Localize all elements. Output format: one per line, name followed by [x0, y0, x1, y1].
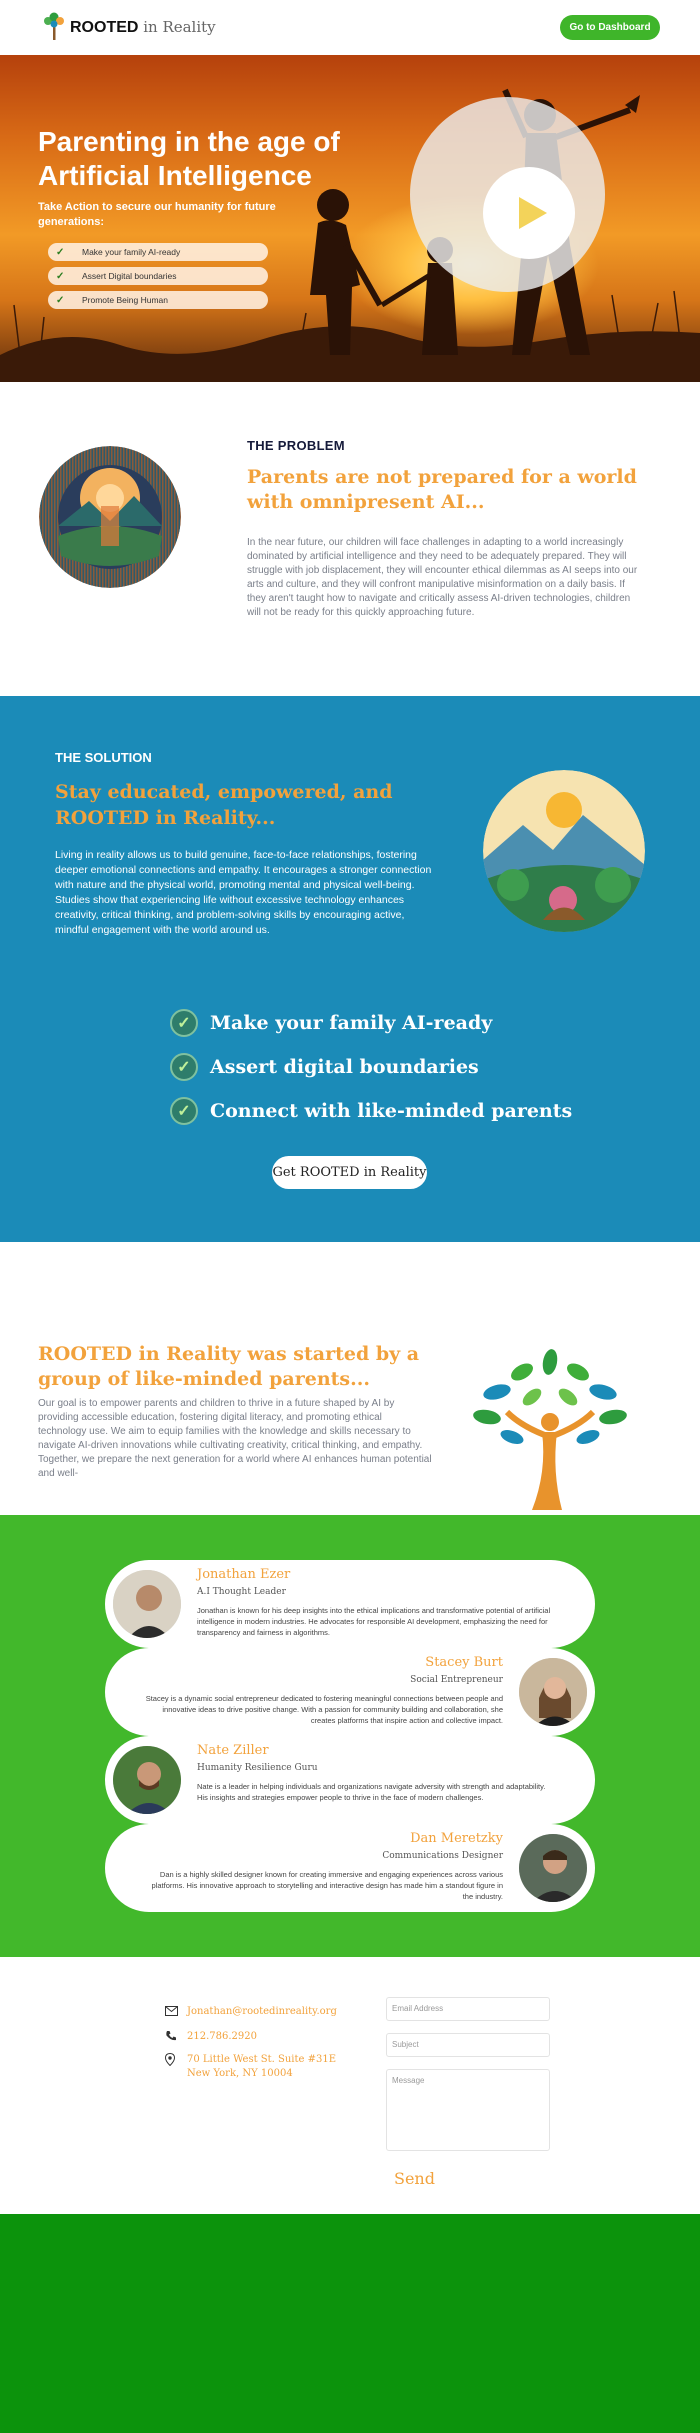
contact-address-text: 70 Little West St. Suite #31E New York, NY 10004: [187, 2054, 337, 2079]
email-field[interactable]: Email Address: [386, 1997, 550, 2021]
team-member-role: Communications Designer: [382, 1851, 503, 1861]
team-member-name: Stacey Burt: [425, 1655, 503, 1670]
solution-illustration: [483, 770, 645, 932]
message-field[interactable]: Message: [386, 2069, 550, 2151]
phone-icon: [165, 2030, 187, 2045]
avatar: [517, 1656, 589, 1728]
get-rooted-button[interactable]: Get ROOTED in Reality: [272, 1156, 427, 1189]
contact-phone-link[interactable]: 212.786.2920: [187, 2031, 257, 2042]
check-icon: ✓: [56, 294, 65, 306]
solution-item-label: Connect with like-minded parents: [210, 1100, 573, 1122]
about-heading: ROOTED in Reality was started by a group of like-minded parents...: [38, 1343, 420, 1390]
play-icon: [519, 197, 547, 229]
site-footer: [0, 2214, 700, 2433]
avatar: [517, 1832, 589, 1904]
team-member-role: Social Entrepreneur: [410, 1675, 503, 1685]
play-video-button[interactable]: [483, 167, 575, 259]
team-member-name: Jonathan Ezer: [197, 1567, 291, 1582]
contact-section: [0, 1957, 700, 2214]
contact-phone[interactable]: [165, 2030, 257, 2045]
solution-kicker: THE SOLUTION: [55, 750, 152, 765]
send-button[interactable]: Send: [394, 2169, 435, 2188]
subject-field[interactable]: Subject: [386, 2033, 550, 2057]
team-card-nate: [105, 1736, 595, 1824]
problem-heading: Parents are not prepared for a world with omnipresent AI...: [247, 466, 637, 513]
mail-icon: [165, 2005, 187, 2019]
team-member-bio: Nate is a leader in helping individuals and organizations navigate adversity with strength and adaptability. His insights and strategies empower people to thrive in the face of modern challenges.: [197, 1782, 546, 1802]
check-icon: ✓: [56, 270, 65, 282]
solution-heading: Stay educated, empowered, and ROOTED in Reality...: [55, 781, 393, 829]
team-member-role: A.I Thought Leader: [197, 1587, 286, 1597]
about-body: Our goal is to empower parents and children to thrive in a future shaped by AI by providing accessible education, fostering digital literacy, and promoting ethical technology use. We aim to equip families with the knowledge and skills necessary to navigate AI-driven innovations while cultivating creativity, critical thinking, and empathy. Together, we prepare the next generation for a world where AI enhances human potential and well-: [38, 1398, 432, 1479]
team-member-role: Humanity Resilience Guru: [197, 1763, 318, 1773]
solution-item-connect-parents: [170, 1096, 572, 1126]
site-header: [0, 0, 700, 55]
team-card-dan: [105, 1824, 595, 1912]
team-section: [0, 1515, 700, 1957]
avatar: [111, 1568, 183, 1640]
problem-illustration: [39, 446, 181, 588]
team-member-bio: Stacey is a dynamic social entrepreneur dedicated to fostering meaningful connections between people and innovative ideas to drive positive change. With a passion for community building and collaboration, she creates platforms that inspire action and collective impact.: [145, 1694, 503, 1725]
solution-item-ai-ready: [170, 1008, 492, 1038]
problem-kicker: THE PROBLEM: [247, 438, 345, 453]
about-section: [0, 1242, 700, 1515]
hero-pill-label: Make your family AI-ready: [82, 247, 181, 257]
hero-pill-label: Assert Digital boundaries: [82, 271, 177, 281]
check-circle-icon: ✓: [170, 1053, 198, 1081]
solution-body: Living in reality allows us to build genuine, face-to-face relationships, fostering deeper emotional connections and empathy. It encourages a stronger connection with nature and the physical world, promoting mental and physical well-being. Studies show that experiencing life without excessive technology enhances creativity, critical thinking, and problem-solving skills by encouraging active, mindful engagement with the world around us.: [55, 849, 432, 936]
team-member-name: Dan Meretzky: [410, 1831, 503, 1846]
check-circle-icon: ✓: [170, 1009, 198, 1037]
family-tree-icon: [462, 1342, 637, 1512]
location-pin-icon: [165, 2053, 187, 2069]
contact-email[interactable]: [165, 2005, 337, 2019]
team-member-name: Nate Ziller: [197, 1743, 269, 1758]
logo-text: ROOTED in Reality: [70, 17, 216, 36]
solution-item-digital-boundaries: [170, 1052, 479, 1082]
problem-body: In the near future, our children will face challenges in adapting to a world increasingly dominated by artificial intelligence and they need to be adequately prepared. They will struggle with job displacement, they will encounter ethical dilemmas as AI seeps into our arts and culture, and they will confront manipulative misinformation on a daily basis. If they aren't taught how to navigate and critically assess AI-driven technologies, children will not be ready for this quickly approaching future.: [247, 537, 638, 618]
check-circle-icon: ✓: [170, 1097, 198, 1125]
solution-section: [0, 696, 700, 1242]
hero-pill-label: Promote Being Human: [82, 295, 168, 305]
team-card-stacey: [105, 1648, 595, 1736]
problem-section: [0, 382, 700, 696]
hero-title: Parenting in the age of Artificial Intelligence: [38, 126, 340, 191]
team-card-jonathan: [105, 1560, 595, 1648]
contact-address: [165, 2053, 336, 2081]
hero-pill-being-human: [48, 291, 268, 309]
logo[interactable]: [42, 9, 216, 45]
solution-item-label: Make your family AI-ready: [210, 1012, 493, 1034]
contact-email-link[interactable]: Jonathan@rootedinreality.org: [187, 2006, 337, 2017]
avatar: [111, 1744, 183, 1816]
hero-pill-digital-boundaries: [48, 267, 268, 285]
check-icon: ✓: [56, 246, 65, 258]
tree-logo-icon: [42, 12, 66, 42]
team-member-bio: Dan is a highly skilled designer known for creating immersive and engaging experiences across various platforms. His innovative approach to storytelling and interactive design has made him a standout figure in the industry.: [151, 1870, 503, 1901]
hero-pill-ai-ready: [48, 243, 268, 261]
team-member-bio: Jonathan is known for his deep insights into the ethical implications and transformative potential of artificial intelligence in modern industries. He advocates for responsible AI development, emphasizing the need for transparency and fairness in algorithms.: [197, 1606, 551, 1637]
hero-section: [0, 55, 700, 382]
solution-item-label: Assert digital boundaries: [210, 1056, 479, 1078]
hero-subtitle: Take Action to secure our humanity for future generations:: [38, 201, 276, 228]
go-to-dashboard-button[interactable]: Go to Dashboard: [560, 15, 660, 40]
